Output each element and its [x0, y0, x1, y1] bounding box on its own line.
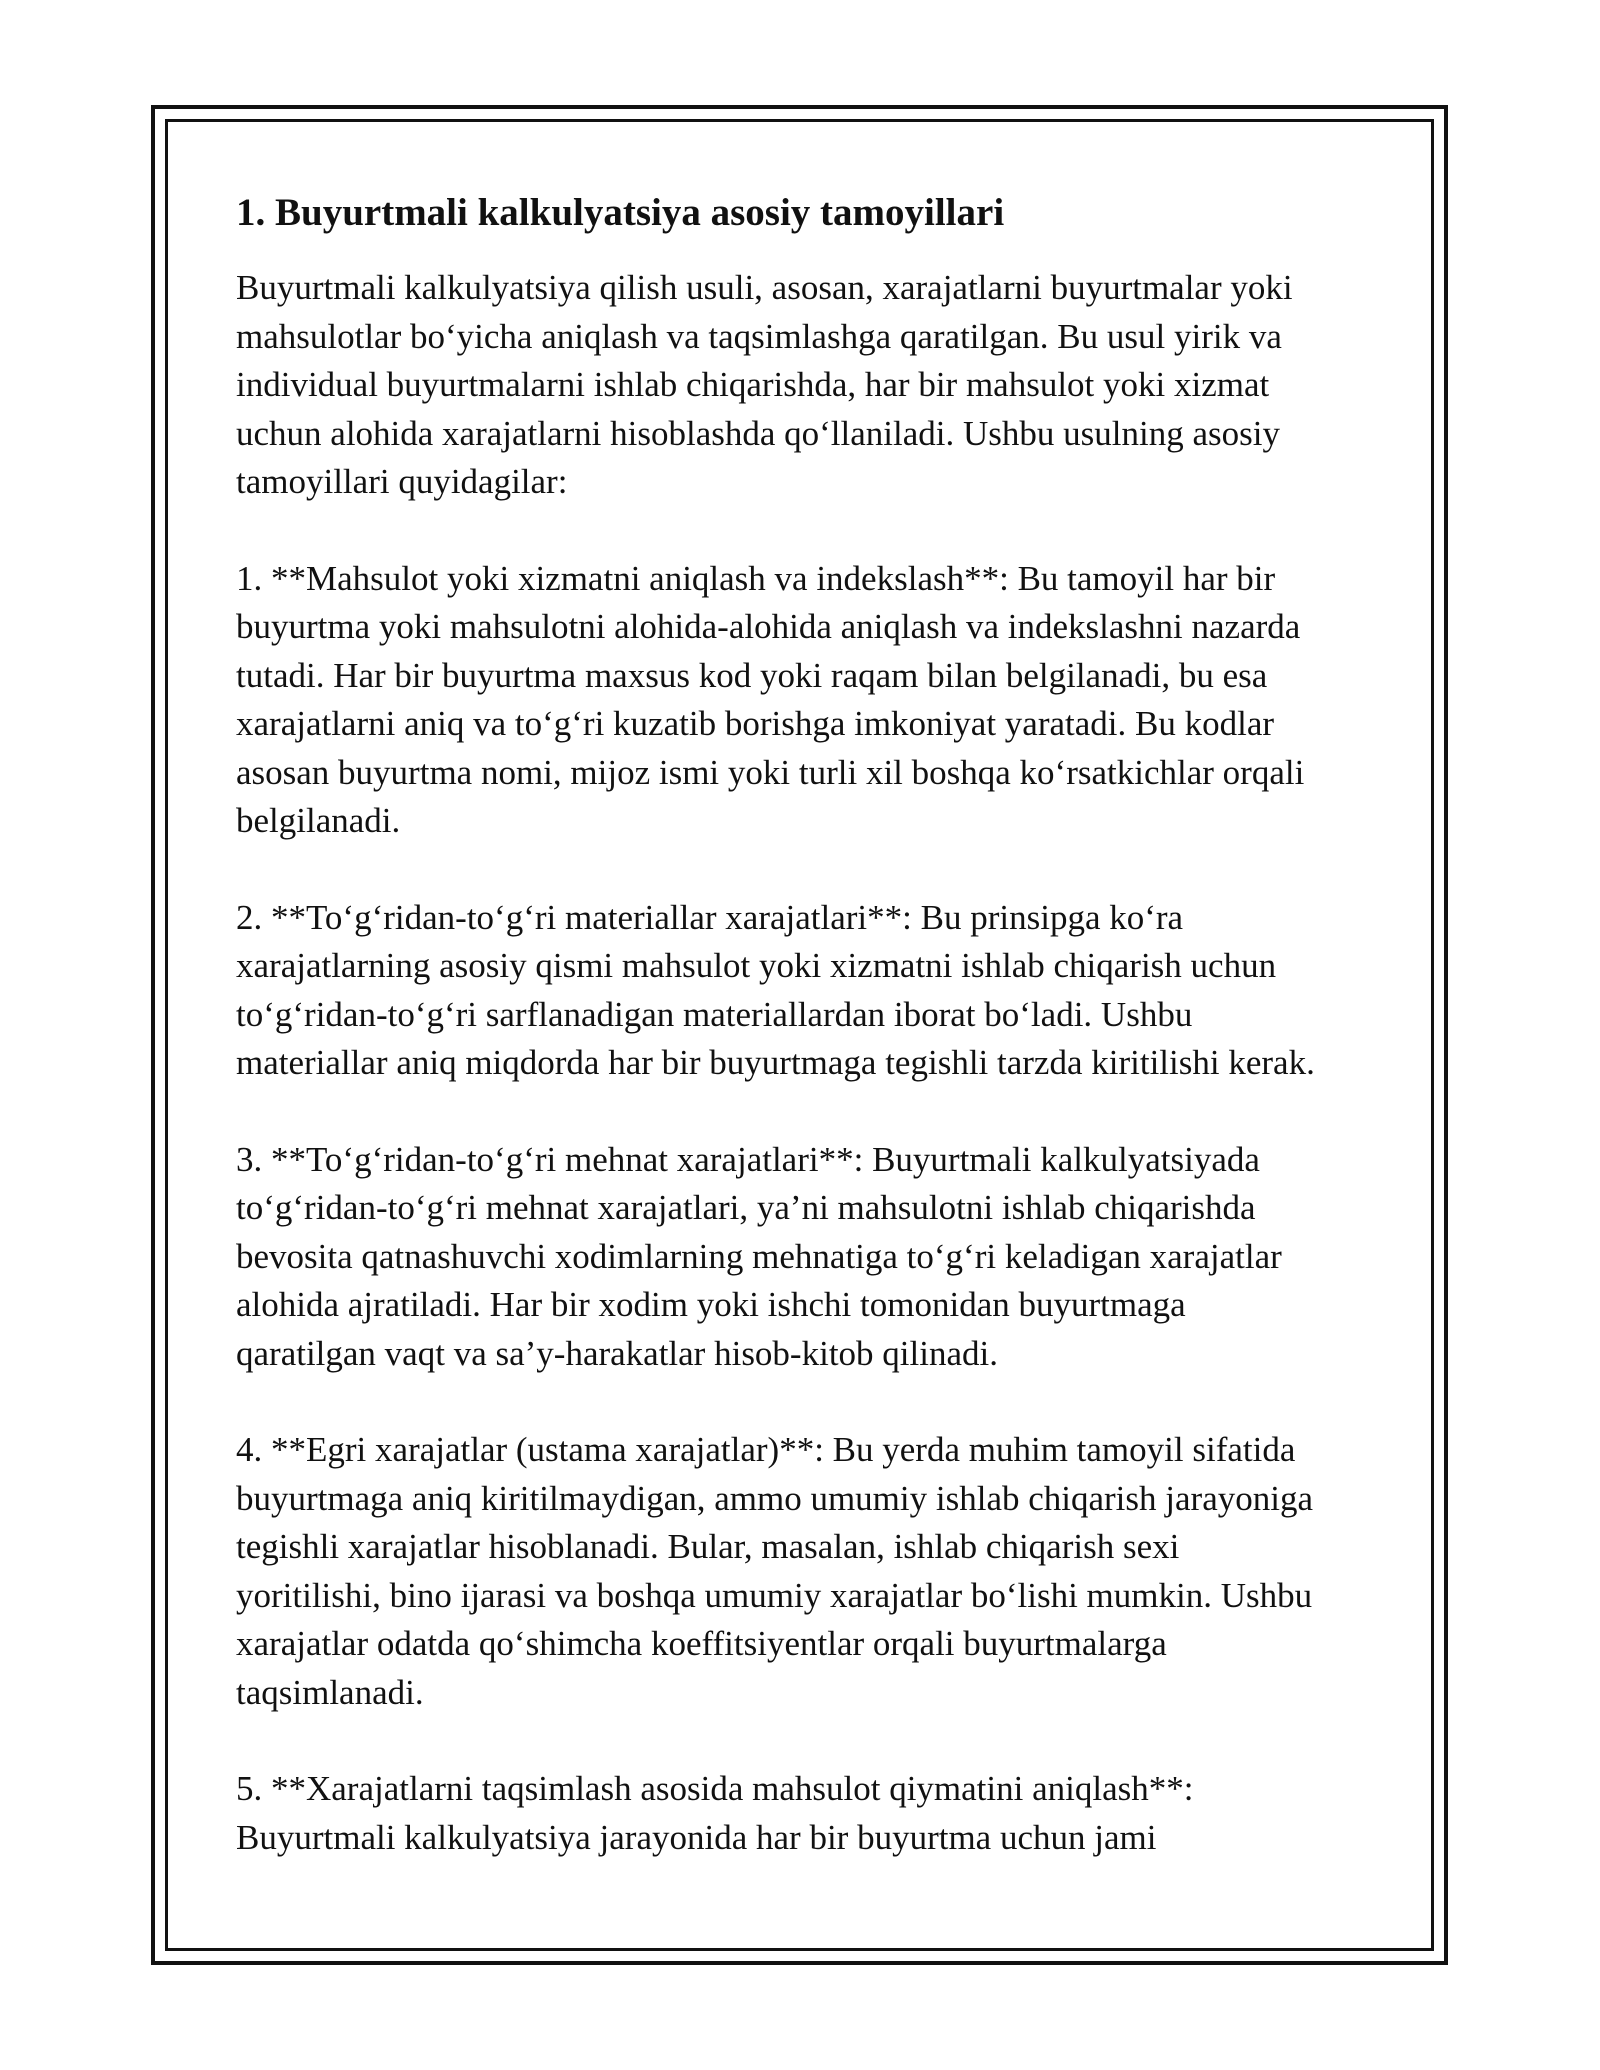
principle-3-paragraph: 3. **To‘g‘ridan-to‘g‘ri mehnat xarajatlari**: Buyurtmali kalkulyatsiyada to‘g‘ridan-to‘g‘ri mehnat xarajatlari, ya’ni mahsulotni ishlab chiqarishda bevosita qatnashuvchi xodimlarning mehnatiga to‘g‘ri keladigan xarajatlar alohida ajratiladi. Har bir xodim yoki ishchi tomonidan buyurtmaga qaratilgan vaqt va sa’y-harakatlar hisob-kitob qilinadi. [236, 1139, 1282, 1373]
section-heading: 1. Buyurtmali kalkulyatsiya asosiy tamoyillari [236, 191, 1005, 234]
principle-2-paragraph: 2. **To‘g‘ridan-to‘g‘ri materiallar xarajatlari**: Bu prinsipga ko‘ra xarajatlarning asosiy qismi mahsulot yoki xizmatni ishlab chiqarish uchun to‘g‘ridan-to‘g‘ri sarflanadigan materiallardan iborat bo‘ladi. Ushbu materiallar aniq miqdorda har bir buyurtmaga tegishli tarzda kiritilishi kerak. [236, 897, 1315, 1082]
intro-paragraph: Buyurtmali kalkulyatsiya qilish usuli, asosan, xarajatlarni buyurtmalar yoki mahsulotlar bo‘yicha aniqlash va taqsimlashga qaratilgan. Bu usul yirik va individual buyurtmalarni ishlab chiqarishda, har bir mahsulot yoki xizmat uchun alohida xarajatlarni hisoblashda qo‘llaniladi. Ushbu usulning asosiy tamoyillari quyidagilar: [236, 268, 1293, 501]
principle-1-paragraph: 1. **Mahsulot yoki xizmatni aniqlash va indekslash**: Bu tamoyil har bir buyurtma yoki mahsulotni alohida-alohida aniqlash va indekslashni nazarda tutadi. Har bir buyurtma maxsus kod yoki raqam bilan belgilanadi, bu esa xarajatlarni aniq va to‘g‘ri kuzatib borishga imkoniyat yaratadi. Bu kodlar asosan buyurtma nomi, mijoz ismi yoki turli xil boshqa ko‘rsatkichlar orqali belgilanadi. [236, 558, 1305, 840]
principle-5-paragraph: 5. **Xarajatlarni taqsimlash asosida mahsulot qiymatini aniqlash**: Buyurtmali kalkulyatsiya jarayonida har bir buyurtma uchun jami [236, 1769, 1194, 1857]
document-body [236, 188, 1396, 1910]
principle-4-paragraph: 4. **Egri xarajatlar (ustama xarajatlar)**: Bu yerda muhim tamoyil sifatida buyurtmaga aniq kiritilmaydigan, ammo umumiy ishlab chiqarish jarayoniga tegishli xarajatlar hisoblanadi. Bular, masalan, ishlab chiqarish sexi yoritilishi, bino ijarasi va boshqa umumiy xarajatlar bo‘lishi mumkin. Ushbu xarajatlar odatda qo‘shimcha koeffitsiyentlar orqali buyurtmalarga taqsimlanadi. [236, 1430, 1313, 1712]
